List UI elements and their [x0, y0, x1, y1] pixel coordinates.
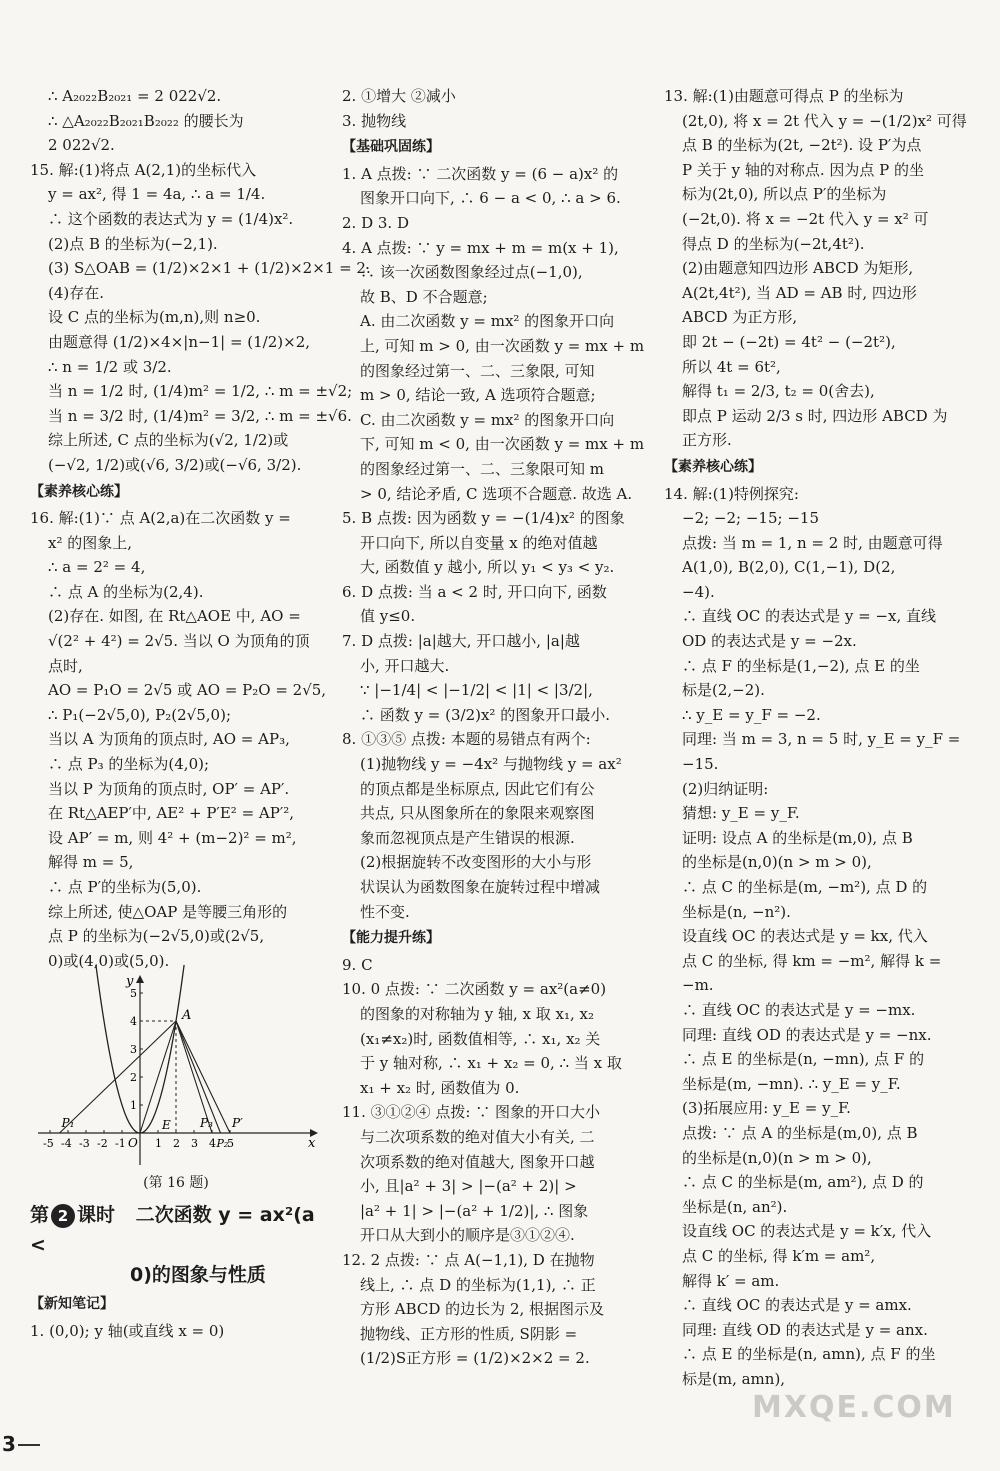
text-line: 的图象经过第一、二、三象限可知 m: [360, 459, 604, 478]
text-line: (x₁≠x₂)时, 函数值相等, ∴ x₁, x₂ 关: [360, 1029, 601, 1048]
origin-label: O: [128, 1136, 138, 1151]
text-line: 综上所述, C 点的坐标为(√2, 1/2)或: [48, 431, 289, 450]
text-line: ∴ 点 F 的坐标是(1,−2), 点 E 的坐: [682, 656, 920, 675]
point-P3-label: P₃: [200, 1116, 213, 1131]
text-line: A(2t,4t²), 当 AD = AB 时, 四边形: [682, 283, 917, 302]
text-line: 的图象经过第一、二、三象限, 可知: [360, 361, 595, 380]
point-P2-label: P₂: [216, 1137, 229, 1151]
text-line: 状误认为函数图象在旋转过程中增减: [360, 878, 601, 896]
y-tick-label: 2: [130, 1071, 137, 1085]
text-line: 的坐标是(n,0)(n > m > 0),: [682, 853, 872, 872]
text-line: 开口向下, 所以自变量 x 的绝对值越: [360, 533, 598, 552]
y-axis-label: y: [126, 974, 134, 990]
text-line: 设直线 OC 的表达式是 y = k′x, 代入: [682, 1222, 932, 1241]
text-line: (2)存在. 如图, 在 Rt△AOE 中, AO =: [48, 607, 301, 626]
lesson-title-line-2: 0)的图象与性质: [130, 1263, 266, 1286]
text-line: 当以 P 为顶角的顶点时, OP′ = AP′.: [48, 779, 290, 798]
text-line: 标是(2,−2).: [682, 681, 765, 700]
text-line: 与二次项系数的绝对值大小有关, 二: [360, 1127, 595, 1146]
text-line: 13. 解:(1)由题意可得点 P 的坐标为: [664, 87, 904, 105]
column-1-tail-text: [30, 1292, 322, 1343]
page-number-dash: [18, 1444, 40, 1446]
text-line: ∴ 点 E 的坐标是(n, −mn), 点 F 的: [682, 1050, 925, 1069]
triangle-side: [176, 1021, 220, 1133]
lesson-suffix: 课时: [77, 1203, 116, 1226]
text-line: (1)抛物线 y = −4x² 与抛物线 y = ax²: [360, 755, 622, 774]
text-line: 正方形.: [682, 431, 732, 450]
text-line: 当 n = 3/2 时, (1/4)m² = 3/2, ∴ m = ±√6.: [48, 406, 352, 425]
text-line: ∴ 点 E 的坐标是(n, amn), 点 F 的坐: [682, 1345, 936, 1364]
section-heading: 【素养核心练】: [664, 458, 762, 475]
point-E-label: E: [162, 1118, 171, 1133]
text-line: 6. D 点拨: 当 a < 2 时, 开口向下, 函数: [342, 582, 607, 601]
text-line: A(1,0), B(2,0), C(1,−1), D(2,: [682, 558, 896, 577]
x-tick-label: 3: [191, 1137, 198, 1151]
point-A-label: A: [182, 1008, 192, 1024]
text-line: 点 P 的坐标为(−2√5,0)或(2√5,: [48, 927, 265, 946]
text-line: |a² + 1| > |−(a² + 1/2)|, ∴ 图象: [360, 1201, 589, 1220]
text-line: 解得 t₁ = 2/3, t₂ = 0(舍去),: [682, 382, 875, 401]
page-number: 3: [2, 1432, 16, 1456]
text-line: 即点 P 运动 2/3 s 时, 四边形 ABCD 为: [682, 406, 948, 425]
text-line: x² 的图象上,: [48, 533, 133, 552]
lesson-title-line-1: 二次函数 y = ax²(a <: [30, 1203, 315, 1256]
text-line: ∴ 点 P′的坐标为(5,0).: [48, 878, 202, 896]
text-line: 设 AP′ = m, 则 4² + (m−2)² = m²,: [48, 828, 297, 847]
text-line: 解得 m = 5,: [48, 853, 134, 872]
text-line: 3. 抛物线: [342, 111, 407, 130]
text-line: (2)由题意知四边形 ABCD 为矩形,: [682, 259, 914, 278]
text-line: 9. C: [342, 955, 373, 974]
text-line: 15. 解:(1)将点 A(2,1)的坐标代入: [30, 160, 257, 179]
text-line: 得点 D 的坐标为(−2t,4t²).: [682, 234, 865, 253]
text-line: 同理: 直线 OD 的表达式是 y = −nx.: [682, 1025, 932, 1044]
text-line: ∴ A₂₀₂₂B₂₀₂₁ = 2 022√2.: [48, 87, 222, 105]
text-line: P 关于 y 轴的对称点. 因为点 P 的坐: [682, 160, 925, 179]
text-line: 性不变.: [360, 902, 410, 921]
text-line: (2t,0), 将 x = 2t 代入 y = −(1/2)x² 可得: [682, 111, 967, 130]
lesson-number-badge: 2: [51, 1204, 75, 1228]
text-line: 坐标是(n, an²).: [682, 1197, 788, 1216]
y-tick-label: 3: [130, 1043, 137, 1057]
text-line: 于 y 轴对称, ∴ x₁ + x₂ = 0, ∴ 当 x 取: [360, 1054, 622, 1073]
text-line: x₁ + x₂ 时, 函数值为 0.: [360, 1078, 520, 1097]
text-line: ∴ 点 C 的坐标是(m, am²), 点 D 的: [682, 1173, 924, 1192]
text-line: C. 由二次函数 y = mx² 的图象开口向: [360, 410, 615, 429]
text-line: 14. 解:(1)特例探究:: [664, 484, 799, 503]
lesson-heading: [30, 1200, 322, 1290]
text-line: −4).: [682, 582, 715, 601]
text-line: 同理: 直线 OD 的表达式是 y = anx.: [682, 1320, 928, 1339]
text-line: 由题意得 (1/2)×4×|n−1| = (1/2)×2,: [48, 332, 311, 351]
text-line: −m.: [682, 976, 714, 995]
text-line: 即 2t − (−2t) = 4t² − (−2t²),: [682, 332, 896, 351]
text-line: 点拨: ∵ 点 A 的坐标是(m,0), 点 B: [682, 1123, 918, 1142]
text-line: 故 B、D 不合题意;: [360, 287, 488, 306]
y-axis-arrow: [136, 975, 144, 983]
text-line: 点时,: [48, 656, 83, 675]
point-Pprime-label: P′: [232, 1116, 243, 1131]
text-line: (4)存在.: [48, 283, 105, 302]
text-line: 小, 开口越大.: [360, 656, 450, 675]
figure-caption: (第 16 题): [143, 1175, 209, 1192]
text-line: 解得 k′ = am.: [682, 1271, 780, 1290]
text-line: ∴ 这个函数的表达式为 y = (1/4)x².: [48, 209, 294, 228]
text-line: 小, 且|a² + 3| > |−(a² + 2)| >: [360, 1177, 577, 1196]
text-line: 7. D 点拨: |a|越大, 开口越小, |a|越: [342, 632, 580, 651]
text-line: ∴ 点 C 的坐标是(m, −m²), 点 D 的: [682, 878, 928, 896]
text-line: 点 B 的坐标为(2t, −2t²). 设 P′为点: [682, 136, 922, 155]
parabola-graph: [30, 973, 322, 1171]
text-line: 图象开口向下, ∴ 6 − a < 0, ∴ a > 6.: [360, 189, 621, 208]
text-line: 猜想: y_E = y_F.: [682, 804, 800, 823]
text-line: 16. 解:(1)∵ 点 A(2,a)在二次函数 y =: [30, 509, 291, 528]
text-line: 点 C 的坐标, 得 k′m = am²,: [682, 1246, 876, 1265]
text-line: (−√2, 1/2)或(√6, 3/2)或(−√6, 3/2).: [48, 455, 302, 474]
x-tick-label: -4: [61, 1137, 72, 1151]
text-line: 值 y≤0.: [360, 607, 416, 626]
text-line: 标是(m, amn),: [682, 1369, 786, 1388]
text-line: 线上, ∴ 点 D 的坐标为(1,1), ∴ 正: [360, 1275, 596, 1294]
text-line: OD 的表达式是 y = −2x.: [682, 632, 857, 651]
text-line: 12. 2 点拨: ∵ 点 A(−1,1), D 在抛物: [342, 1250, 595, 1269]
text-line: 当以 A 为顶角的顶点时, AO = AP₃,: [48, 730, 290, 749]
point-P1-label: P₁: [61, 1116, 75, 1131]
section-heading: 【素养核心练】: [30, 483, 128, 500]
text-line: 同理: 当 m = 3, n = 5 时, y_E = y_F =: [682, 730, 961, 749]
text-line: ∴ n = 1/2 或 3/2.: [48, 357, 172, 376]
text-line: 标为(2t,0), 所以点 P′的坐标为: [682, 185, 887, 204]
y-tick-label: 5: [130, 987, 137, 1001]
text-line: 当 n = 1/2 时, (1/4)m² = 1/2, ∴ m = ±√2;: [48, 382, 353, 401]
x-tick-label: 5: [227, 1137, 234, 1151]
x-tick-label: 2: [173, 1137, 180, 1151]
text-line: (3)拓展应用: y_E = y_F.: [682, 1099, 851, 1118]
text-line: 点 C 的坐标, 得 km = −m², 解得 k =: [682, 951, 942, 970]
text-line: ∴ 直线 OC 的表达式是 y = amx.: [682, 1296, 912, 1315]
text-line: 的坐标是(n,0)(n > m > 0),: [682, 1148, 872, 1167]
text-line: 的顶点都是坐标原点, 因此它们有公: [360, 779, 595, 798]
text-line: A. 由二次函数 y = mx² 的图象开口向: [360, 312, 615, 331]
section-heading: 【基础巩固练】: [342, 139, 440, 156]
text-line: > 0, 结论矛盾, C 选项不合题意. 故选 A.: [360, 484, 633, 503]
text-line: 坐标是(m, −mn). ∴ y_E = y_F.: [682, 1074, 901, 1093]
answer-column-3: [664, 84, 970, 1391]
text-line: ∴ 该一次函数图象经过点(−1,0),: [360, 263, 583, 282]
text-line: 综上所述, 使△OAP 是等腰三角形的: [48, 902, 288, 921]
text-line: 的图象的对称轴为 y 轴, x 取 x₁, x₂: [360, 1004, 595, 1023]
text-line: 所以 4t = 6t²,: [682, 357, 781, 376]
text-line: y = ax², 得 1 = 4a, ∴ a = 1/4.: [48, 185, 266, 204]
problem-16-figure: [30, 973, 322, 1171]
section-heading: 【能力提升练】: [342, 930, 440, 947]
text-line: 4. A 点拨: ∵ y = mx + m = m(x + 1),: [342, 238, 619, 257]
text-line: ∴ △A₂₀₂₂B₂₀₂₁B₂₀₂₂ 的腰长为: [48, 111, 244, 130]
x-tick-label: -3: [79, 1137, 90, 1151]
text-line: ∴ 点 P₃ 的坐标为(4,0);: [48, 755, 210, 774]
text-line: ∴ P₁(−2√5,0), P₂(2√5,0);: [48, 705, 232, 724]
text-line: ∴ 直线 OC 的表达式是 y = −x, 直线: [682, 607, 936, 626]
x-tick-label: -5: [43, 1137, 54, 1151]
text-line: 开口从大到小的顺序是③①②④.: [360, 1226, 575, 1245]
text-line: ∵ |−1/4| < |−1/2| < |1| < |3/2|,: [360, 681, 593, 700]
text-line: 证明: 设点 A 的坐标是(m,0), 点 B: [682, 828, 913, 847]
text-line: 大, 函数值 y 越小, 所以 y₁ < y₃ < y₂.: [360, 558, 615, 577]
text-line: (2)归纳证明:: [682, 779, 769, 798]
text-line: 设直线 OC 的表达式是 y = kx, 代入: [682, 927, 928, 946]
text-line: −15.: [682, 755, 719, 774]
text-line: −2; −2; −15; −15: [682, 509, 819, 528]
text-line: ∴ y_E = y_F = −2.: [682, 705, 821, 724]
text-line: 上, 可知 m > 0, 由一次函数 y = mx + m: [360, 336, 645, 355]
x-tick-label: -2: [97, 1137, 108, 1151]
text-line: 2. D 3. D: [342, 213, 409, 232]
text-line: ABCD 为正方形,: [682, 308, 798, 327]
text-line: 1. (0,0); y 轴(或直线 x = 0): [30, 1321, 225, 1340]
watermark: MXQE.COM: [752, 1390, 956, 1425]
text-line: (−2t,0). 将 x = −2t 代入 y = x² 可: [682, 209, 929, 228]
text-line: 下, 可知 m < 0, 由一次函数 y = mx + m: [360, 435, 645, 454]
section-heading: 【新知笔记】: [30, 1295, 114, 1312]
x-tick-label: 1: [155, 1137, 162, 1151]
text-line: 10. 0 点拨: ∵ 二次函数 y = ax²(a≠0): [342, 980, 607, 999]
text-line: m > 0, 结论一致, A 选项符合题意;: [360, 386, 596, 405]
text-line: ∴ 点 A 的坐标为(2,4).: [48, 582, 204, 601]
text-line: AO = P₁O = 2√5 或 AO = P₂O = 2√5,: [48, 681, 327, 700]
text-line: ∴ a = 2² = 4,: [48, 558, 146, 577]
text-line: 0)或(4,0)或(5,0).: [48, 951, 170, 970]
text-line: 方形 ABCD 的边长为 2, 根据图示及: [360, 1300, 605, 1319]
text-line: 次项系数的绝对值越大, 图象开口越: [360, 1152, 595, 1171]
text-line: 在 Rt△AEP′中, AE² + P′E² = AP′²,: [48, 804, 295, 823]
x-tick-label: -1: [115, 1137, 126, 1151]
text-line: 8. ①③⑤ 点拨: 本题的易错点有两个:: [342, 730, 591, 749]
text-line: ∴ 直线 OC 的表达式是 y = −mx.: [682, 1000, 916, 1019]
text-line: 5. B 点拨: 因为函数 y = −(1/4)x² 的图象: [342, 509, 625, 528]
text-line: ∴ 函数 y = (3/2)x² 的图象开口最小.: [360, 705, 610, 724]
text-line: 抛物线、正方形的性质, S阴影 =: [360, 1324, 578, 1343]
text-line: (1/2)S正方形 = (1/2)×2×2 = 2.: [360, 1349, 590, 1368]
text-line: 1. A 点拨: ∵ 二次函数 y = (6 − a)x² 的: [342, 164, 619, 183]
text-line: 11. ③①②④ 点拨: ∵ 图象的开口大小: [342, 1103, 600, 1122]
x-axis-label: x: [308, 1136, 316, 1152]
text-line: 共点, 只从图象所在的象限来观察图: [360, 804, 595, 823]
text-line: 设 C 点的坐标为(m,n),则 n≥0.: [48, 308, 261, 327]
lesson-prefix: 第: [30, 1203, 50, 1226]
text-line: (2)根据旋转不改变图形的大小与形: [360, 853, 592, 872]
y-tick-label: 4: [130, 1015, 137, 1029]
text-line: 象而忽视顶点是产生错误的根源.: [360, 828, 575, 847]
text-line: 坐标是(n, −n²).: [682, 902, 791, 921]
text-line: (2)点 B 的坐标为(−2,1).: [48, 234, 218, 253]
answer-column-2: [342, 84, 645, 1371]
text-line: 2. ①增大 ②减小: [342, 87, 456, 105]
text-line: (3) S△OAB = (1/2)×2×1 + (1/2)×2×1 = 2.: [48, 259, 371, 278]
x-tick-label: 4: [209, 1137, 216, 1151]
text-line: √(2² + 4²) = 2√5. 当以 O 为顶角的顶: [48, 632, 310, 651]
y-tick-label: 1: [130, 1099, 137, 1113]
text-line: 2 022√2.: [48, 136, 115, 155]
text-line: 点拨: 当 m = 1, n = 2 时, 由题意可得: [682, 533, 943, 552]
